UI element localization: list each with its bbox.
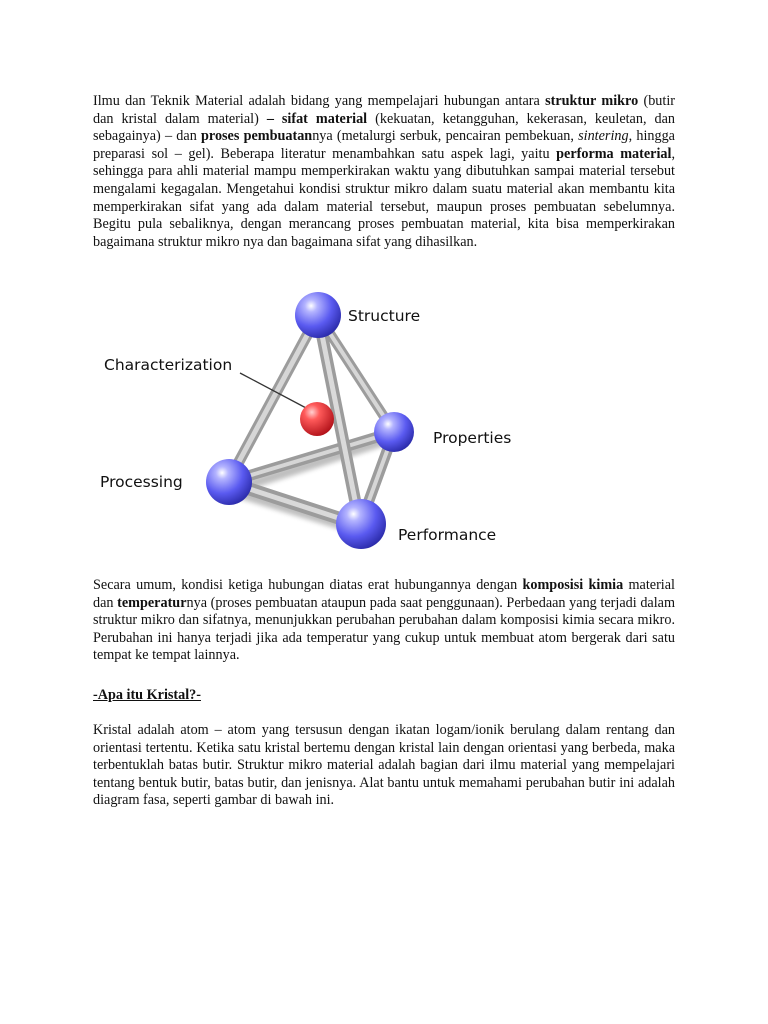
intro-paragraph <box>93 93 675 251</box>
label-processing: Processing <box>100 473 183 491</box>
text-run: , hingga preparasi sol – gel). Beberapa literatur menambahkan satu aspek lagi, yaitu <box>93 128 675 162</box>
sphere-performance <box>336 499 386 549</box>
sphere-properties <box>374 412 414 452</box>
label-performance: Performance <box>398 526 497 544</box>
sphere-structure <box>295 292 341 338</box>
sphere-processing <box>206 459 252 505</box>
label-characterization: Characterization <box>104 356 233 374</box>
kristal-paragraph: Kristal adalah atom – atom yang tersusun dengan ikatan logam/ionik berulang dalam rentang dan orientasi tertentu. Ketika satu kristal bertemu dengan kristal lain dengan orientasi yang berbeda, maka terbentuklah batas butir. Struktur mikro material adalah bagian dari ilmu material yang mempelajari tentang bentuk butir, batas butir, dan jenisnya. Alat bantu untuk memahami perubahan butir ini adalah diagram fasa, seperti gambar di bawah ini. <box>93 722 675 809</box>
sphere-characterization <box>300 402 334 436</box>
bold-term-komposisi-kimia: komposisi kimia <box>522 577 624 593</box>
tetrahedron-diagram <box>90 285 530 555</box>
bold-term-struktur-mikro: struktur mikro <box>545 93 639 109</box>
text-run: , sehingga para ahli material mampu memperkirakan waktu yang dibutuhkan sampai material tersebut mengalami kegagalan. Mengetahui kondisi struktur mikro dalam suatu material akan membantu kita memperkirakan sifat yang ada dalam material tersebut, maupun proses pembuatan sebelumnya. Begitu pula sebaliknya, dengan merancang proses pembuatan material, kita bisa memperkirakan bagaimana struktur mikro nya dan bagaimana sifat yang dihasilkan. <box>93 145 675 250</box>
composition-paragraph <box>93 577 675 665</box>
bold-term-sifat-material: – sifat material <box>266 110 368 127</box>
italic-term-sintering: sintering <box>578 128 629 145</box>
text-run: nya (metalurgi serbuk, pencairan pembekuan, <box>312 128 579 145</box>
text-run: nya (proses pembuatan ataupun pada saat penggunaan). Perbedaan yang terjadi dalam struktur mikro dan sifatnya, menunjukkan perubahan perubahan dalam komposisi kimia secara mikro. Perubahan ini hanya terjadi jika ada temperatur yang cukup untuk membuat atom bergerak dari satu tempat ke tempat lainnya. <box>93 594 675 664</box>
text-run: Secara umum, kondisi ketiga hubungan diatas erat hubungannya dengan <box>93 577 523 593</box>
label-properties: Properties <box>433 429 512 447</box>
label-structure: Structure <box>348 307 421 325</box>
bold-term-proses-pembuatan: proses pembuatan <box>201 128 313 145</box>
text-run: (butir dan kristal dalam material) <box>93 93 676 127</box>
bold-term-temperatur: temperatur <box>117 594 187 611</box>
materials-tetrahedron-figure <box>90 285 530 555</box>
bold-term-performa-material: performa material <box>556 145 672 162</box>
text-run: (kekuatan, ketangguhan, kekerasan, keuletan, dan sebagainya) – dan <box>93 110 675 145</box>
section-heading-kristal: -Apa itu Kristal?- <box>93 687 201 703</box>
text-run: material dan <box>93 577 675 611</box>
text-run: Ilmu dan Teknik Material adalah bidang yang mempelajari hubungan antara <box>93 93 546 109</box>
